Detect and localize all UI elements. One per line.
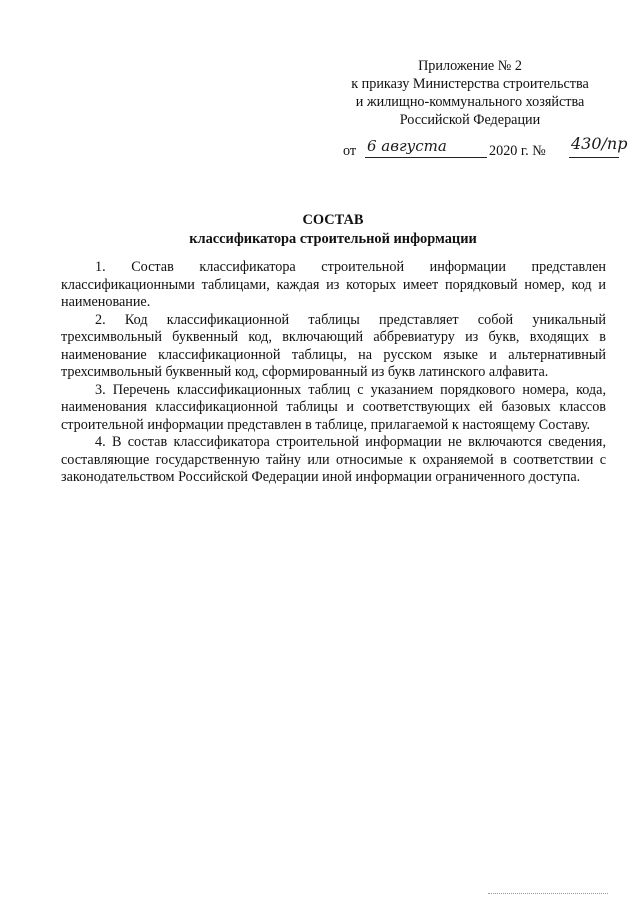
paragraph-1: 1. Состав классификатора строительной информации представлен классификационными таблицами, каждая из которых имеет порядковый номер, код и наименование. bbox=[61, 259, 606, 310]
appendix-line-3: и жилищно-коммунального хозяйства bbox=[355, 94, 585, 110]
footer-mark bbox=[488, 893, 608, 895]
document-title bbox=[60, 211, 606, 249]
appendix-line-1: Приложение № 2 bbox=[418, 58, 522, 74]
handwritten-date: 6 августа bbox=[367, 137, 447, 155]
paragraph-3: 3. Перечень классификационных таблиц с указанием порядкового номера, кода, наименования классификационной таблицы и соответствующих ей базовых классов строительной информации представлен в таблице, прилагаемой к настоящему Составу. bbox=[61, 381, 606, 433]
paragraph-4: 4. В состав классификатора строительной информации не включаются сведения, составляющие государственную тайну или относимые к охраняемой в соответствии с законодательством Российской Федерации иной информации ограниченного доступа. bbox=[61, 434, 606, 485]
appendix-line-2: к приказу Министерства строительства bbox=[351, 76, 589, 92]
order-date-number bbox=[343, 134, 633, 167]
date-underline bbox=[365, 157, 487, 158]
appendix-line-4: Российской Федерации bbox=[399, 112, 541, 128]
order-year-label: 2020 г. № bbox=[489, 143, 546, 159]
handwritten-order-number: 430/пр bbox=[571, 134, 628, 153]
appendix-header bbox=[340, 57, 600, 129]
number-underline bbox=[569, 157, 619, 158]
title-line-2: классификатора строительной информации bbox=[189, 231, 477, 247]
title-line-1: СОСТАВ bbox=[302, 212, 364, 228]
document-body bbox=[61, 259, 606, 487]
paragraph-2: 2. Код классификационной таблицы представляет собой уникальный трехсимвольный буквенный код, включающий аббревиатуру из букв, входящих в наименование классификационной таблицы, на русском языке и альтернативный трехсимвольный буквенный код, сформированный из букв латинского алфавита. bbox=[61, 311, 606, 380]
order-prefix: от bbox=[343, 143, 357, 159]
